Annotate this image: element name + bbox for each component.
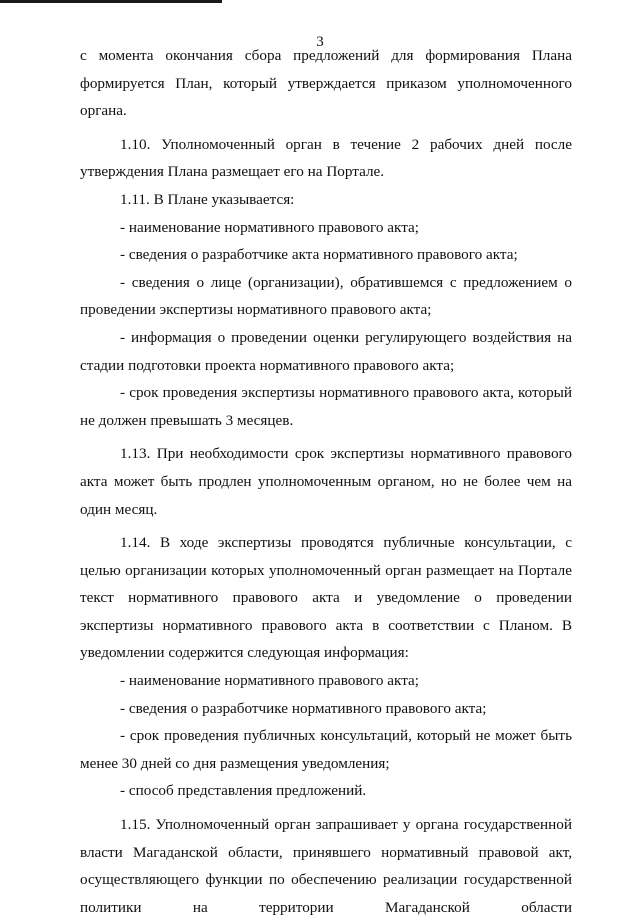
page-number: 3 xyxy=(316,34,324,50)
list-item: - сведения о разработчике акта нормативного правового акта; xyxy=(120,246,518,264)
document-body xyxy=(80,42,572,921)
list-item: - сведения о разработчике нормативного правового акта; xyxy=(120,699,487,717)
paragraph-1-15: 1.15. Уполномоченный орган запрашивает у органа государственной власти Магаданской области, принявшего нормативный правовой акт, осуществляющего функции по обеспечению реализации государственной политики на территории Магаданской области xyxy=(80,816,572,916)
list-item: - наименование нормативного правового акта; xyxy=(120,218,419,236)
list-item: - срок проведения публичных консультаций, который не может быть менее 30 дней со дня размещения уведомления; xyxy=(80,727,572,772)
list-item: - информация о проведении оценки регулирующего воздействия на стадии подготовки проекта нормативного правового акта; xyxy=(80,328,572,374)
list-item: - наименование нормативного правового акта; xyxy=(120,672,419,690)
scan-edge-line xyxy=(0,0,222,3)
paragraph-continuation: с момента окончания сбора предложений для формирования Плана формируется План, который утверждается приказом уполномоченного органа. xyxy=(80,47,572,120)
list-item: - срок проведения экспертизы нормативного правового акта, который не должен превышать 3 месяцев. xyxy=(80,384,572,429)
paragraph-1-11: 1.11. В Плане указывается: xyxy=(120,190,295,208)
paragraph-1-10: 1.10. Уполномоченный орган в течение 2 рабочих дней после утверждения Плана размещает его на Портале. xyxy=(80,135,572,181)
paragraph-1-14: 1.14. В ходе экспертизы проводятся публичные консультации, с целью организации которых уполномоченный орган размещает на Портале текст нормативного правового акта и уведомление о проведении экспертизы нормативного правового акта в соответствии с Планом. В уведомлении содержится следующая информация: xyxy=(80,534,572,662)
list-item: - способ представления предложений. xyxy=(120,782,367,800)
paragraph-1-13: 1.13. При необходимости срок экспертизы нормативного правового акта может быть продлен уполномоченным органом, но не более чем на один месяц. xyxy=(80,445,572,518)
list-item: - сведения о лице (организации), обратившемся с предложением о проведении экспертизы нормативного правового акта; xyxy=(80,273,572,319)
